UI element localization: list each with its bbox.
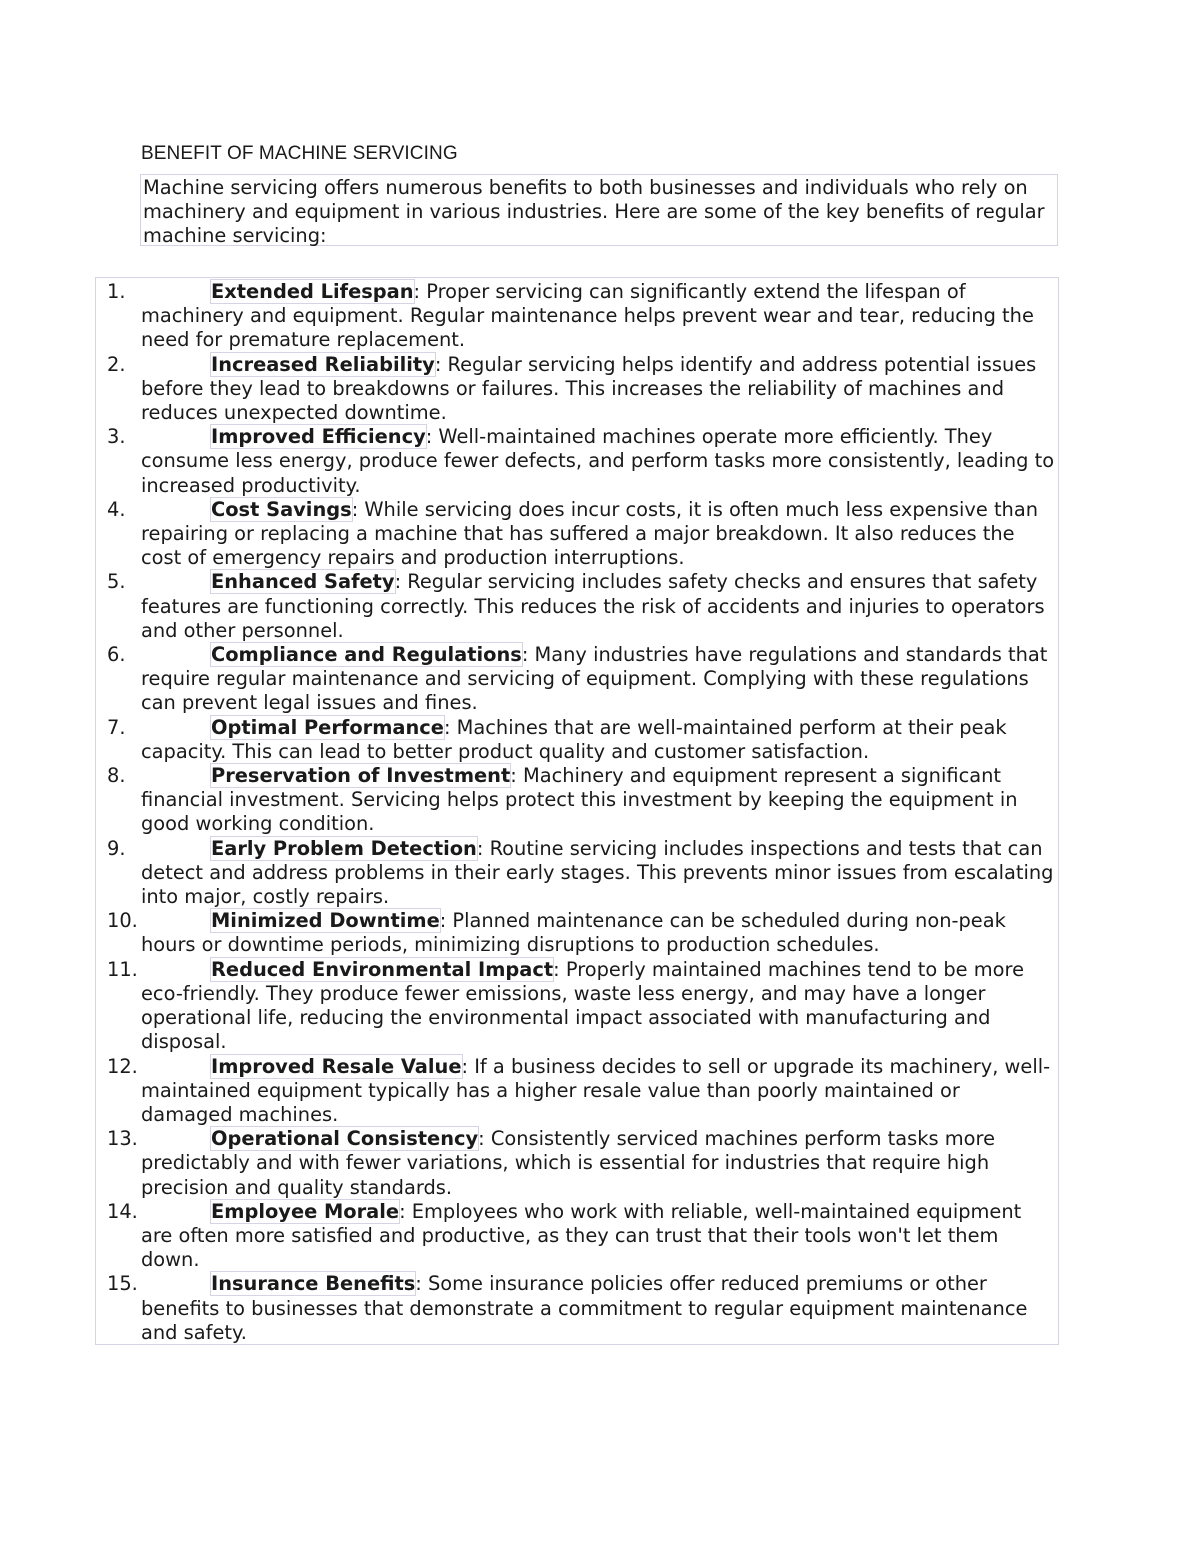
item-text: : Machines that are well-maintained perform at their peak capacity. This can lead to better product quality and customer satisfaction. xyxy=(141,715,1007,763)
item-text: : Employees who work with reliable, well-maintained equipment are often more satisfied and productive, as they can trust that their tools won't let them down. xyxy=(141,1199,1022,1272)
list-item xyxy=(96,1055,1060,1128)
list-item xyxy=(96,280,1060,353)
list-item xyxy=(96,1127,1060,1200)
item-number: 3. xyxy=(107,425,126,449)
item-text: : Consistently serviced machines perform tasks more predictably and with fewer variations, which is essential for industries that require high precision and quality standards. xyxy=(141,1127,995,1199)
item-number: 12. xyxy=(107,1054,138,1078)
item-number: 2. xyxy=(107,352,126,376)
item-text: : Regular servicing helps identify and address potential issues before they lead to breakdowns or failures. This increases the reliability of machines and reduces unexpected downtime. xyxy=(141,352,1037,425)
list-item xyxy=(96,498,1060,571)
item-term: Early Problem Detection xyxy=(211,836,477,860)
list-item xyxy=(96,909,1060,957)
list-item xyxy=(96,958,1060,1055)
item-text: : Some insurance policies offer reduced premiums or other benefits to businesses that demonstrate a commitment to regular equipment maintenance and safety. xyxy=(141,1272,1028,1344)
item-term: Optimal Performance xyxy=(211,715,444,739)
list-item xyxy=(96,764,1060,837)
item-text: : Planned maintenance can be scheduled during non-peak hours or downtime periods, minimizing disruptions to production schedules. xyxy=(141,909,1006,957)
list-item xyxy=(96,570,1060,643)
item-number: 1. xyxy=(107,280,126,303)
item-number: 13. xyxy=(107,1127,138,1151)
list-item xyxy=(96,425,1060,498)
item-term: Extended Lifespan xyxy=(211,280,414,303)
item-text: : Regular servicing includes safety checks and ensures that safety features are functioning correctly. This reduces the risk of accidents and injuries to operators and other personnel. xyxy=(141,570,1045,642)
list-item xyxy=(96,716,1060,764)
item-text: : Machinery and equipment represent a significant financial investment. Servicing helps protect this investment by keeping the equipment in good working condition. xyxy=(141,764,1018,836)
item-term: Employee Morale xyxy=(211,1199,400,1223)
item-text: : Proper servicing can significantly extend the lifespan of machinery and equipment. Regular maintenance helps prevent wear and tear, reducing the need for premature replacement. xyxy=(141,280,1034,352)
list-item xyxy=(96,1200,1060,1273)
item-term: Improved Resale Value xyxy=(211,1054,462,1078)
item-text: : Properly maintained machines tend to be more eco-friendly. They produce fewer emissions, waste less energy, and may have a longer operational life, reducing the environmental impact associated with manufacturing and disposal. xyxy=(141,957,1024,1054)
benefits-list-box xyxy=(95,277,1059,1345)
item-term: Enhanced Safety xyxy=(211,570,395,594)
item-number: 8. xyxy=(107,764,126,788)
item-number: 15. xyxy=(107,1272,138,1296)
page-title: BENEFIT OF MACHINE SERVICING xyxy=(141,143,458,164)
item-term: Operational Consistency xyxy=(211,1127,479,1151)
item-text: : Many industries have regulations and standards that require regular maintenance and servicing of equipment. Complying with these regulations can prevent legal issues and fines. xyxy=(141,643,1048,715)
item-term: Cost Savings xyxy=(211,497,352,521)
item-text: : If a business decides to sell or upgrade its machinery, well-maintained equipment typically has a higher resale value than poorly maintained or damaged machines. xyxy=(141,1054,1051,1126)
item-number: 5. xyxy=(107,570,126,594)
benefits-list xyxy=(96,280,1060,1345)
item-term: Minimized Downtime xyxy=(211,909,440,933)
list-item xyxy=(96,1272,1060,1345)
item-term: Increased Reliability xyxy=(211,352,435,376)
item-term: Compliance and Regulations xyxy=(211,643,522,667)
item-text: : Well-maintained machines operate more efficiently. They consume less energy, produce fewer defects, and perform tasks more consistently, leading to increased productivity. xyxy=(141,425,1055,497)
item-text: : While servicing does incur costs, it is often much less expensive than repairing or replacing a machine that has suffered a major breakdown. It also reduces the cost of emergency repairs and production interruptions. xyxy=(141,497,1039,570)
item-term: Preservation of Investment xyxy=(211,764,511,788)
item-number: 9. xyxy=(107,836,126,860)
list-item xyxy=(96,353,1060,426)
item-term: Reduced Environmental Impact xyxy=(211,957,554,981)
list-item xyxy=(96,837,1060,910)
item-term: Insurance Benefits xyxy=(211,1272,416,1296)
item-number: 11. xyxy=(107,957,138,981)
item-number: 7. xyxy=(107,715,126,739)
item-number: 14. xyxy=(107,1199,138,1223)
item-number: 6. xyxy=(107,643,126,667)
item-text: : Routine servicing includes inspections and tests that can detect and address problems in their early stages. This prevents minor issues from escalating into major, costly repairs. xyxy=(141,836,1054,909)
item-number: 4. xyxy=(107,497,126,521)
item-number: 10. xyxy=(107,909,138,933)
list-item xyxy=(96,643,1060,716)
intro-paragraph: Machine servicing offers numerous benefits to both businesses and individuals who rely on machinery and equipment in various industries. Here are some of the key benefits of regular machine servicing: xyxy=(140,174,1058,246)
item-term: Improved Efficiency xyxy=(211,425,426,449)
